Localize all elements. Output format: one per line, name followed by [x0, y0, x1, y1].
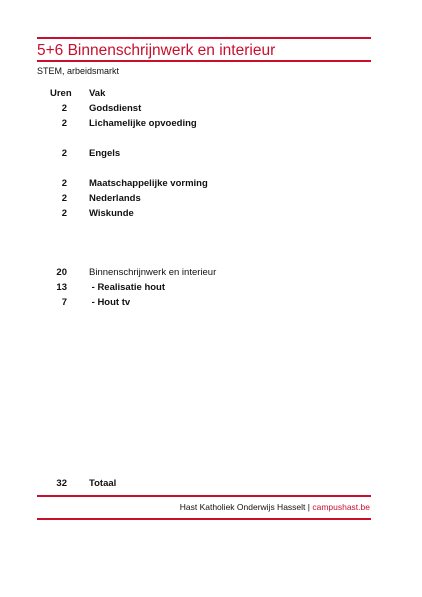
row-subject: Godsdienst — [89, 103, 142, 114]
table-row — [0, 178, 422, 192]
table-row — [0, 148, 422, 162]
row-subject: Lichamelijke opvoeding — [89, 118, 197, 129]
footer-website-link[interactable]: campushast.be — [312, 502, 370, 512]
table-row — [0, 103, 422, 117]
page-title: 5+6 Binnenschrijnwerk en interieur — [37, 42, 276, 59]
row-subject: Nederlands — [89, 193, 141, 204]
row-subject: Maatschappelijke vorming — [89, 178, 208, 189]
footer-bottom-rule — [37, 518, 371, 520]
row-subject: Engels — [89, 148, 121, 159]
table-row — [0, 208, 422, 222]
footer-top-rule — [37, 495, 371, 497]
row-hours: 2 — [61, 148, 67, 159]
row-hours: 2 — [61, 193, 67, 204]
row-hours: 2 — [61, 178, 67, 189]
page-subtitle: STEM, arbeidsmarkt — [37, 66, 120, 76]
row-hours: 2 — [61, 118, 67, 129]
total-row — [0, 478, 422, 492]
header-bottom-rule — [37, 60, 371, 62]
table-row — [0, 118, 422, 132]
row-hours: 20 — [56, 267, 67, 278]
table-row — [0, 193, 422, 207]
table-row — [0, 282, 422, 296]
row-subject: Wiskunde — [89, 208, 134, 219]
total-label: Totaal — [89, 478, 117, 489]
row-subject: - Realisatie hout — [89, 282, 166, 293]
row-subject: - Hout tv — [89, 297, 131, 308]
row-hours: 2 — [61, 208, 67, 219]
column-header-subject: Vak — [89, 88, 106, 99]
table-row — [0, 297, 422, 311]
table-row — [0, 267, 422, 281]
footer-school: Hast Katholiek Onderwijs Hasselt | — [179, 502, 310, 512]
footer-text — [180, 502, 370, 512]
row-hours: 2 — [61, 103, 67, 114]
row-hours: 7 — [61, 297, 67, 308]
total-hours: 32 — [56, 478, 67, 489]
column-header-hours: Uren — [50, 88, 72, 99]
row-subject: Binnenschrijnwerk en interieur — [89, 267, 217, 278]
row-hours: 13 — [56, 282, 67, 293]
header-top-rule — [37, 37, 371, 39]
